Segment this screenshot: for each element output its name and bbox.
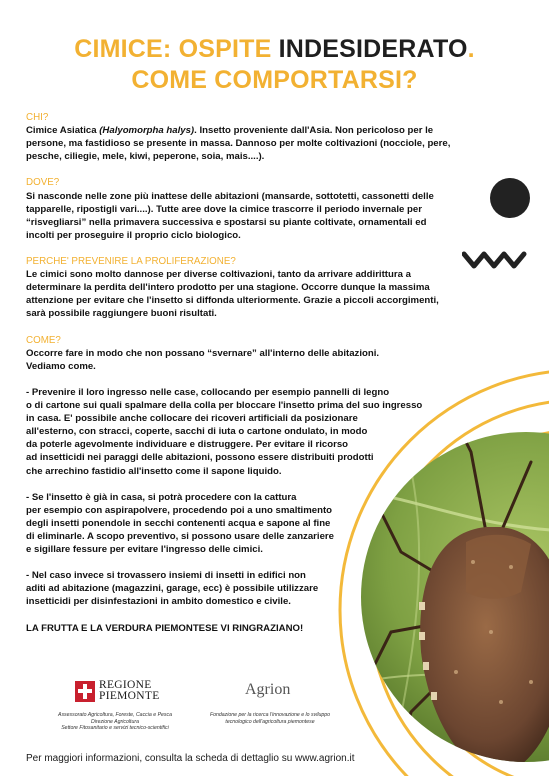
text-line: - Se l'insetto è già in casa, si potrà procedere con la cattura xyxy=(26,491,297,503)
text-line: all'esterno, con stracci, coperte, sacchi di iuta o cartone ondulato, in modo xyxy=(26,426,368,438)
text-line: di eliminarle. A scopo preventivo, si possono usare delle zanzariere xyxy=(26,531,334,542)
text-line: in casa. E' possibile anche collocare dei ricoveri artificiali da posizionare xyxy=(26,413,358,425)
title-part-2: INDESIDERATO xyxy=(278,35,468,63)
text-line: degli insetti ponendole in secchi contenenti acqua e sapone al fine xyxy=(26,517,331,529)
page-title xyxy=(0,34,549,96)
regione-piemonte-logo xyxy=(75,680,160,702)
regione-flag-icon xyxy=(75,681,95,702)
text-line: che arrechino fastidio all'insetto come il sapone liquido. xyxy=(26,465,282,477)
text-line: incolti per proseguire il proprio ciclo biologico. xyxy=(26,229,241,241)
heading-chi: CHI? xyxy=(26,112,49,123)
text-line: sarà possibile raggiungere buoni risultati. xyxy=(26,308,217,320)
regione-name-2: PIEMONTE xyxy=(99,690,160,702)
text-line: - Nel caso invece si trovassero insiemi di insetti in edifici non xyxy=(26,570,306,582)
title-part-1: CIMICE: OSPITE xyxy=(74,35,272,63)
text-line: persone, ma fastidioso se presente in massa. Dannoso per molte coltivazioni (nocciole, pere, xyxy=(26,138,451,150)
text-line: Cimice Asiatica (Halyomorpha halys). Insetto proveniente dall'Asia. Non pericoloso per le xyxy=(26,125,434,137)
body-text xyxy=(26,111,451,635)
text-line: Si nasconde nelle zone più inattese delle abitazioni (mansarde, sottotetti, cassonetti delle xyxy=(26,190,434,202)
text-line: da poterle agevolmente individuare e distruggere. Per evitare il ricorso xyxy=(26,439,349,451)
heading-dove: DOVE? xyxy=(26,177,60,189)
regione-name-1: REGIONE xyxy=(99,679,152,691)
agrion-logo: Agrion xyxy=(245,681,291,698)
closing-line: LA FRUTTA E LA VERDURA PIEMONTESE VI RINGRAZIANO! xyxy=(26,622,304,634)
text-line: per esempio con aspirapolvere, procedendo poi a uno smaltimento xyxy=(26,504,333,516)
heading-come: COME? xyxy=(26,334,61,346)
text-line: pesche, ciliegie, mele, kiwi, peperone, soia, mais....). xyxy=(26,151,265,163)
text-line: ad insetticidi nei paraggi delle abitazioni, possono essere distribuiti prodotti xyxy=(26,452,374,464)
text-line: aditi ad abitazione (magazzini, garage, ecc) è possibile utilizzare xyxy=(26,583,319,595)
decorative-dot xyxy=(490,178,530,218)
agrion-caption: Fondazione per la ricerca l'innovazione e lo sviluppo tecnologico dell'agricoltura piemontese xyxy=(209,712,331,725)
text-line: e sigillare fessure per evitare l'ingresso delle cimici. xyxy=(26,544,263,556)
title-dot: . xyxy=(467,35,475,63)
title-line-2: COME COMPORTARSI? xyxy=(131,66,418,94)
text-line: - Prevenire il loro ingresso nelle case, collocando per esempio pannelli di legno xyxy=(26,386,390,398)
text-line: tapparelle, ripostigli vari....). Tutte aree dove la cimice trascorre il periodo invernale per xyxy=(26,203,422,215)
text-line: Le cimici sono molto dannose per diverse coltivazioni, tanto da arrivare addirittura a xyxy=(26,269,411,281)
decorative-zigzag xyxy=(462,250,530,270)
regione-caption: Assessorato Agricoltura, Foreste, Caccia e Pesca Direzione Agricoltura Settore Fitosanitario e servizi tecnico-scientifici xyxy=(58,712,172,732)
text-line: Occorre fare in modo che non possano “svernare” all'interno delle abitazioni. xyxy=(26,347,380,359)
text-line: attenzione per evitare che l'insetto si diffonda ulteriormente. Grazie a piccoli accorgimenti, xyxy=(26,295,439,307)
text-line: o di cartone sui quali spalmare della colla per bloccare l'insetto prima del suo ingresso xyxy=(26,400,423,412)
text-line: determinare la perdita dell'intero prodotto per una stagione. Occorre dunque la massima xyxy=(26,282,430,294)
text-line: insetticidi per disinfestazioni in ambito domestico e civile. xyxy=(26,596,291,608)
text-line: Vediamo come. xyxy=(26,360,96,372)
heading-perche: PERCHE' PREVENIRE LA PROLIFERAZIONE? xyxy=(26,256,236,268)
footer-note: Per maggiori informazioni, consulta la scheda di dettaglio su www.agrion.it xyxy=(26,753,355,764)
text-line: “risvegliarsi” nella primavera successiva e spostarsi su piante coltivate, ornamentali ed xyxy=(26,216,427,228)
